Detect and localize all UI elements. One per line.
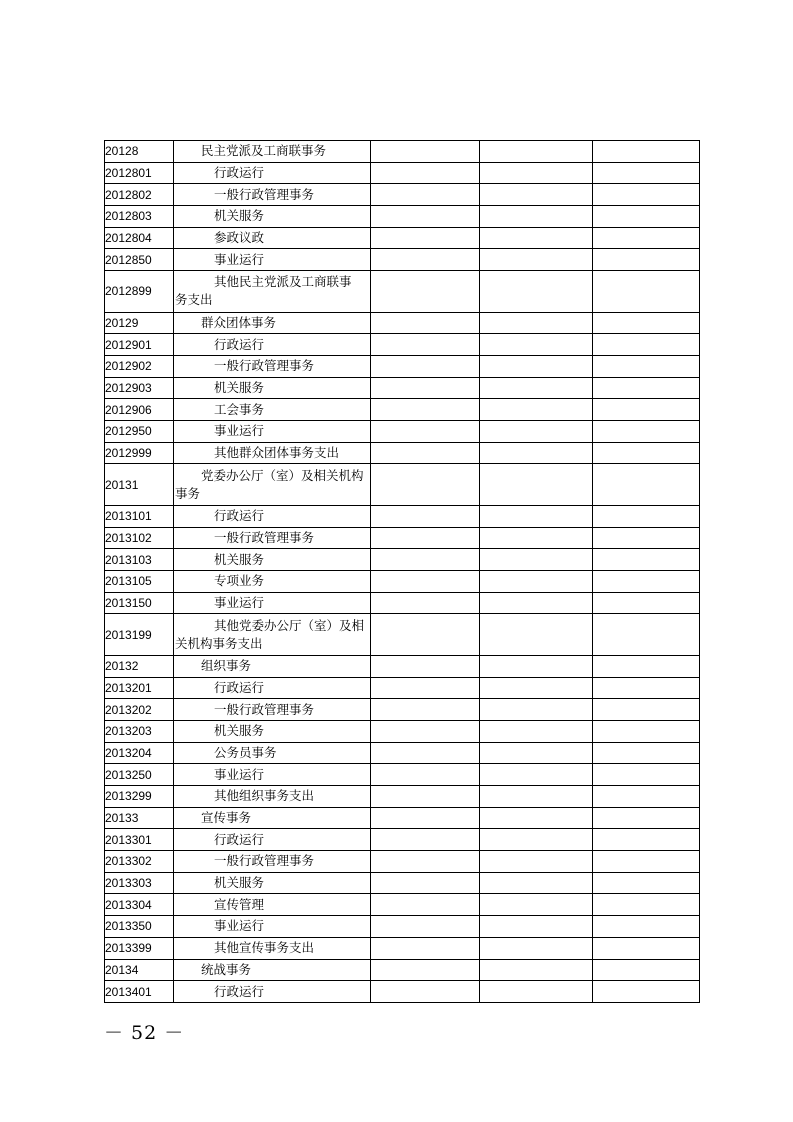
table-row bbox=[105, 592, 700, 614]
table-row bbox=[105, 937, 700, 959]
value-cell bbox=[480, 162, 593, 184]
value-cell bbox=[371, 764, 480, 786]
table-row bbox=[105, 505, 700, 527]
row-code: 2013299 bbox=[105, 786, 174, 808]
row-code: 2012903 bbox=[105, 377, 174, 399]
value-cell bbox=[480, 851, 593, 873]
value-cell bbox=[593, 742, 700, 764]
value-cell bbox=[480, 872, 593, 894]
value-cell bbox=[480, 334, 593, 356]
value-cell bbox=[593, 872, 700, 894]
row-code: 20129 bbox=[105, 312, 174, 334]
row-code: 2012801 bbox=[105, 162, 174, 184]
table-row bbox=[105, 549, 700, 571]
row-name: 行政运行 bbox=[174, 677, 371, 699]
value-cell bbox=[371, 334, 480, 356]
value-cell bbox=[371, 464, 480, 506]
row-name: 行政运行 bbox=[174, 829, 371, 851]
value-cell bbox=[371, 162, 480, 184]
value-cell bbox=[593, 677, 700, 699]
value-cell bbox=[371, 829, 480, 851]
row-code: 20134 bbox=[105, 959, 174, 981]
expenditure-table bbox=[104, 140, 700, 1003]
value-cell bbox=[593, 981, 700, 1003]
value-cell bbox=[371, 699, 480, 721]
value-cell bbox=[480, 916, 593, 938]
table-row bbox=[105, 614, 700, 656]
value-cell bbox=[593, 592, 700, 614]
row-code: 2013202 bbox=[105, 699, 174, 721]
value-cell bbox=[480, 677, 593, 699]
row-name: 行政运行 bbox=[174, 334, 371, 356]
value-cell bbox=[593, 720, 700, 742]
row-name bbox=[174, 614, 371, 656]
value-cell bbox=[371, 442, 480, 464]
row-code: 2012950 bbox=[105, 421, 174, 443]
table-row bbox=[105, 162, 700, 184]
table-row bbox=[105, 959, 700, 981]
value-cell bbox=[593, 786, 700, 808]
row-code: 2013203 bbox=[105, 720, 174, 742]
value-cell bbox=[371, 592, 480, 614]
value-cell bbox=[480, 742, 593, 764]
row-name: 组织事务 bbox=[174, 655, 371, 677]
value-cell bbox=[593, 527, 700, 549]
value-cell bbox=[480, 249, 593, 271]
value-cell bbox=[371, 399, 480, 421]
value-cell bbox=[480, 699, 593, 721]
value-cell bbox=[371, 786, 480, 808]
value-cell bbox=[480, 464, 593, 506]
table-row bbox=[105, 872, 700, 894]
table-row bbox=[105, 807, 700, 829]
value-cell bbox=[593, 162, 700, 184]
table-row bbox=[105, 916, 700, 938]
value-cell bbox=[593, 959, 700, 981]
table-row bbox=[105, 377, 700, 399]
table-row bbox=[105, 851, 700, 873]
row-name: 群众团体事务 bbox=[174, 312, 371, 334]
value-cell bbox=[593, 271, 700, 313]
value-cell bbox=[480, 614, 593, 656]
row-code: 2012906 bbox=[105, 399, 174, 421]
value-cell bbox=[371, 505, 480, 527]
row-code: 2013303 bbox=[105, 872, 174, 894]
row-name bbox=[174, 271, 371, 313]
value-cell bbox=[480, 829, 593, 851]
row-name: 参政议政 bbox=[174, 227, 371, 249]
value-cell bbox=[480, 894, 593, 916]
row-name: 机关服务 bbox=[174, 377, 371, 399]
table-row bbox=[105, 399, 700, 421]
value-cell bbox=[593, 356, 700, 378]
value-cell bbox=[593, 614, 700, 656]
row-code: 2013399 bbox=[105, 937, 174, 959]
value-cell bbox=[371, 571, 480, 593]
row-name-line1: 其他党委办公厅（室）及相 bbox=[214, 617, 365, 633]
value-cell bbox=[593, 442, 700, 464]
row-code: 20133 bbox=[105, 807, 174, 829]
value-cell bbox=[480, 399, 593, 421]
value-cell bbox=[593, 249, 700, 271]
value-cell bbox=[593, 807, 700, 829]
value-cell bbox=[480, 206, 593, 228]
table-row bbox=[105, 227, 700, 249]
table-row bbox=[105, 981, 700, 1003]
table-row bbox=[105, 206, 700, 228]
value-cell bbox=[593, 141, 700, 163]
value-cell bbox=[480, 937, 593, 959]
value-cell bbox=[480, 592, 593, 614]
table-row bbox=[105, 249, 700, 271]
row-code: 2013401 bbox=[105, 981, 174, 1003]
row-name: 行政运行 bbox=[174, 162, 371, 184]
row-code: 2013250 bbox=[105, 764, 174, 786]
value-cell bbox=[371, 655, 480, 677]
value-cell bbox=[371, 206, 480, 228]
value-cell bbox=[593, 421, 700, 443]
value-cell bbox=[593, 851, 700, 873]
value-cell bbox=[371, 742, 480, 764]
table-row bbox=[105, 764, 700, 786]
row-code: 2012901 bbox=[105, 334, 174, 356]
table-row bbox=[105, 184, 700, 206]
value-cell bbox=[371, 421, 480, 443]
row-name: 宣传事务 bbox=[174, 807, 371, 829]
value-cell bbox=[480, 807, 593, 829]
table-row bbox=[105, 464, 700, 506]
value-cell bbox=[480, 377, 593, 399]
row-code: 20131 bbox=[105, 464, 174, 506]
row-name: 专项业务 bbox=[174, 571, 371, 593]
value-cell bbox=[593, 312, 700, 334]
value-cell bbox=[593, 937, 700, 959]
value-cell bbox=[371, 916, 480, 938]
value-cell bbox=[480, 442, 593, 464]
value-cell bbox=[371, 249, 480, 271]
row-code: 2012899 bbox=[105, 271, 174, 313]
value-cell bbox=[593, 916, 700, 938]
table-row bbox=[105, 786, 700, 808]
value-cell bbox=[371, 807, 480, 829]
value-cell bbox=[371, 937, 480, 959]
value-cell bbox=[371, 981, 480, 1003]
value-cell bbox=[480, 786, 593, 808]
value-cell bbox=[593, 184, 700, 206]
row-code: 2012999 bbox=[105, 442, 174, 464]
row-name-line2: 关机构事务支出 bbox=[175, 635, 263, 651]
value-cell bbox=[593, 334, 700, 356]
value-cell bbox=[593, 655, 700, 677]
table-row bbox=[105, 334, 700, 356]
value-cell bbox=[371, 549, 480, 571]
row-name: 机关服务 bbox=[174, 720, 371, 742]
table-row bbox=[105, 527, 700, 549]
value-cell bbox=[593, 549, 700, 571]
row-name: 民主党派及工商联事务 bbox=[174, 141, 371, 163]
row-code: 2013304 bbox=[105, 894, 174, 916]
table-row bbox=[105, 312, 700, 334]
table-row bbox=[105, 356, 700, 378]
row-name bbox=[174, 464, 371, 506]
row-name-line1: 其他民主党派及工商联事 bbox=[214, 274, 352, 290]
row-name: 其他宣传事务支出 bbox=[174, 937, 371, 959]
row-code: 2013102 bbox=[105, 527, 174, 549]
row-name: 工会事务 bbox=[174, 399, 371, 421]
value-cell bbox=[371, 356, 480, 378]
value-cell bbox=[480, 720, 593, 742]
value-cell bbox=[480, 421, 593, 443]
row-name: 统战事务 bbox=[174, 959, 371, 981]
value-cell bbox=[593, 894, 700, 916]
row-code: 2013150 bbox=[105, 592, 174, 614]
row-name: 机关服务 bbox=[174, 872, 371, 894]
table-row bbox=[105, 421, 700, 443]
row-code: 2013204 bbox=[105, 742, 174, 764]
row-name-line1: 党委办公厅（室）及相关机构 bbox=[201, 467, 364, 483]
value-cell bbox=[371, 184, 480, 206]
table-row bbox=[105, 699, 700, 721]
value-cell bbox=[371, 894, 480, 916]
row-name: 其他群众团体事务支出 bbox=[174, 442, 371, 464]
row-name: 一般行政管理事务 bbox=[174, 184, 371, 206]
value-cell bbox=[480, 356, 593, 378]
value-cell bbox=[480, 981, 593, 1003]
row-name: 一般行政管理事务 bbox=[174, 851, 371, 873]
row-name-line2: 务支出 bbox=[175, 292, 213, 308]
row-name: 事业运行 bbox=[174, 592, 371, 614]
value-cell bbox=[371, 141, 480, 163]
row-code: 2013301 bbox=[105, 829, 174, 851]
value-cell bbox=[593, 206, 700, 228]
row-code: 2013103 bbox=[105, 549, 174, 571]
value-cell bbox=[371, 720, 480, 742]
row-name: 事业运行 bbox=[174, 916, 371, 938]
value-cell bbox=[371, 614, 480, 656]
table-row bbox=[105, 655, 700, 677]
row-name: 其他组织事务支出 bbox=[174, 786, 371, 808]
value-cell bbox=[593, 464, 700, 506]
row-code: 2012850 bbox=[105, 249, 174, 271]
value-cell bbox=[480, 312, 593, 334]
row-name: 事业运行 bbox=[174, 421, 371, 443]
value-cell bbox=[593, 377, 700, 399]
row-name: 机关服务 bbox=[174, 206, 371, 228]
table-row bbox=[105, 677, 700, 699]
value-cell bbox=[371, 377, 480, 399]
row-code: 2012804 bbox=[105, 227, 174, 249]
value-cell bbox=[480, 271, 593, 313]
value-cell bbox=[593, 699, 700, 721]
table-row bbox=[105, 720, 700, 742]
value-cell bbox=[371, 677, 480, 699]
value-cell bbox=[371, 959, 480, 981]
table-row bbox=[105, 442, 700, 464]
table-row bbox=[105, 141, 700, 163]
row-name: 事业运行 bbox=[174, 764, 371, 786]
row-code: 2013101 bbox=[105, 505, 174, 527]
value-cell bbox=[480, 227, 593, 249]
value-cell bbox=[593, 505, 700, 527]
row-code: 2012802 bbox=[105, 184, 174, 206]
value-cell bbox=[480, 764, 593, 786]
value-cell bbox=[593, 399, 700, 421]
value-cell bbox=[371, 527, 480, 549]
table-row bbox=[105, 571, 700, 593]
value-cell bbox=[480, 527, 593, 549]
value-cell bbox=[480, 549, 593, 571]
value-cell bbox=[371, 227, 480, 249]
row-name: 行政运行 bbox=[174, 505, 371, 527]
value-cell bbox=[480, 505, 593, 527]
page-number: － 52 － bbox=[104, 1022, 185, 1044]
row-code: 2013201 bbox=[105, 677, 174, 699]
value-cell bbox=[593, 571, 700, 593]
row-name: 机关服务 bbox=[174, 549, 371, 571]
row-name: 公务员事务 bbox=[174, 742, 371, 764]
row-name: 行政运行 bbox=[174, 981, 371, 1003]
row-name: 宣传管理 bbox=[174, 894, 371, 916]
value-cell bbox=[480, 655, 593, 677]
row-code: 2012902 bbox=[105, 356, 174, 378]
value-cell bbox=[371, 872, 480, 894]
row-code: 2012803 bbox=[105, 206, 174, 228]
value-cell bbox=[371, 312, 480, 334]
row-code: 20128 bbox=[105, 141, 174, 163]
value-cell bbox=[371, 271, 480, 313]
value-cell bbox=[593, 829, 700, 851]
row-name: 一般行政管理事务 bbox=[174, 527, 371, 549]
row-name-line2: 事务 bbox=[175, 485, 201, 501]
row-code: 2013199 bbox=[105, 614, 174, 656]
row-code: 2013350 bbox=[105, 916, 174, 938]
value-cell bbox=[480, 959, 593, 981]
row-code: 2013302 bbox=[105, 851, 174, 873]
value-cell bbox=[480, 571, 593, 593]
row-name: 事业运行 bbox=[174, 249, 371, 271]
table-row bbox=[105, 271, 700, 313]
row-code: 20132 bbox=[105, 655, 174, 677]
table-row bbox=[105, 829, 700, 851]
value-cell bbox=[593, 764, 700, 786]
table-row bbox=[105, 742, 700, 764]
value-cell bbox=[480, 184, 593, 206]
value-cell bbox=[371, 851, 480, 873]
value-cell bbox=[480, 141, 593, 163]
row-name: 一般行政管理事务 bbox=[174, 699, 371, 721]
row-code: 2013105 bbox=[105, 571, 174, 593]
row-name: 一般行政管理事务 bbox=[174, 356, 371, 378]
table-row bbox=[105, 894, 700, 916]
value-cell bbox=[593, 227, 700, 249]
